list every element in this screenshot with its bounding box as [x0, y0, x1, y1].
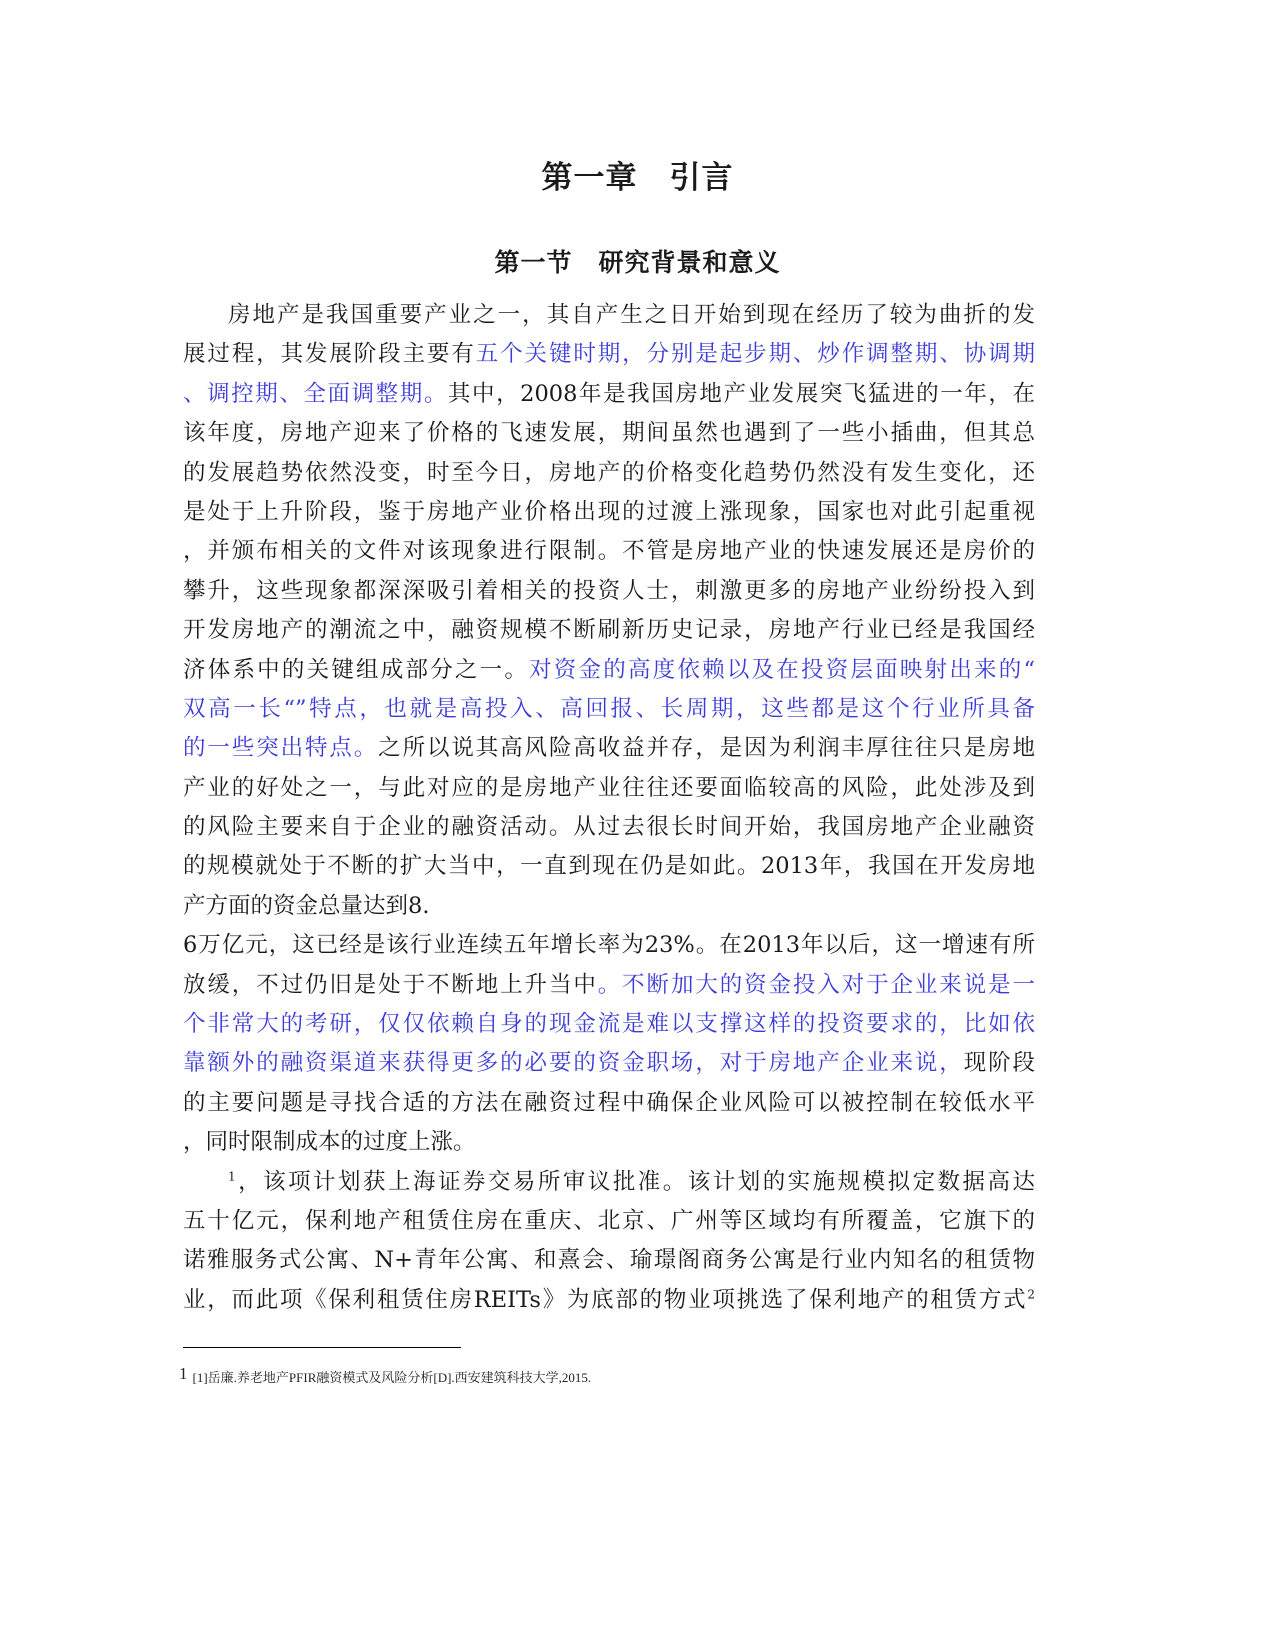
- text-line: [183, 335, 1035, 374]
- text-segment: 产业的好处之一，与此对应的是房地产业往往还要面临较高的风险，此处涉及到: [183, 774, 1035, 801]
- footnote-mark: 1: [179, 1364, 188, 1383]
- text-segment: 济体系中的关键组成部分之一。: [183, 656, 530, 683]
- text-segment: ，并颁布相关的文件对该现象进行限制。不管是房地产业的快速发展还是房价的: [183, 538, 1035, 565]
- text-line: [183, 1084, 1035, 1123]
- text-segment: 展过程，其发展阶段主要有: [183, 341, 476, 368]
- text-line: [183, 1241, 1035, 1280]
- text-line: [183, 847, 1035, 886]
- highlighted-text: 、调控期、全面调整期。: [183, 380, 448, 407]
- text-line: [183, 1044, 1035, 1083]
- text-line: [183, 966, 1035, 1005]
- text-segment: 现阶段: [963, 1050, 1035, 1077]
- text-segment: ，该项计划获上海证券交易所审议批准。该计划的实施规模拟定数据高达: [235, 1168, 1035, 1195]
- text-line: [183, 414, 1035, 453]
- section-title: 第一节 研究背景和意义: [494, 248, 781, 277]
- text-line: [183, 651, 1035, 690]
- highlighted-text: 靠额外的融资渠道来获得更多的必要的资金职场，对于房地产企业来说，: [183, 1050, 964, 1077]
- highlighted-text: 五个关键时期，分别是起步期、炒作调整期、协调期: [475, 341, 1035, 368]
- chapter-title: 第一章 引言: [541, 160, 734, 196]
- text-segment: 放缓，不过仍旧是处于不断地上升当中: [183, 971, 598, 998]
- text-line: [183, 690, 1035, 729]
- text-segment: 五十亿元，保利地产租赁住房在重庆、北京、广州等区域均有所覆盖，它旗下的: [183, 1207, 1035, 1234]
- text-line: [183, 572, 1035, 611]
- text-segment: 的风险主要来自于企业的融资活动。从过去很长时间开始，我国房地产企业融资: [183, 814, 1035, 841]
- text-line: [183, 532, 1035, 571]
- highlighted-text: 对资金的高度依赖以及在投资层面映射出来的“: [529, 656, 1035, 683]
- highlighted-text: 的一些突出特点。: [183, 735, 379, 762]
- footnote-divider: [183, 1347, 461, 1348]
- text-line: [183, 1281, 1035, 1320]
- text-line: [183, 296, 1035, 335]
- text-line: [183, 375, 1035, 414]
- text-line: [183, 887, 1035, 926]
- highlighted-text: 。不断加大的资金投入对于企业来说是一: [597, 971, 1035, 998]
- highlighted-text: 个非常大的考研，仅仅依赖自身的现金流是难以支撑这样的投资要求的，比如依: [183, 1011, 1035, 1038]
- text-segment: 的主要问题是寻找合适的方法在融资过程中确保企业风险可以被控制在较低水平: [183, 1089, 1035, 1116]
- text-segment: 该年度，房地产迎来了价格的飞速发展，期间虽然也遇到了一些小插曲，但其总: [183, 420, 1035, 447]
- text-segment: ，同时限制成本的过度上涨。: [183, 1129, 476, 1156]
- text-line: [183, 926, 1035, 965]
- text-segment: 攀升，这些现象都深深吸引着相关的投资人士，刺激更多的房地产业纷纷投入到: [183, 577, 1035, 604]
- text-line: [183, 1202, 1035, 1241]
- text-segment: 诺雅服务式公寓、N+青年公寓、和熹会、瑜璟阁商务公寓是行业内知名的租赁物: [183, 1247, 1035, 1274]
- text-segment: 其中，2008年是我国房地产业发展突飞猛进的一年，在: [447, 380, 1035, 407]
- text-segment: 的规模就处于不断的扩大当中，一直到现在仍是如此。2013年，我国在开发房地: [183, 853, 1035, 880]
- footnote-ref: 1: [228, 1169, 236, 1184]
- text-line: [183, 769, 1035, 808]
- text-segment: 之所以说其高风险高收益并存，是因为利润丰厚往往只是房地: [378, 735, 1035, 762]
- text-line: [183, 454, 1035, 493]
- text-line: [183, 1005, 1035, 1044]
- text-line: [183, 611, 1035, 650]
- text-line: [183, 729, 1035, 768]
- text-segment: 是处于上升阶段，鉴于房地产业价格出现的过渡上涨现象，国家也对此引起重视: [183, 498, 1035, 525]
- text-segment: 6万亿元，这已经是该行业连续五年增长率为23%。在2013年以后，这一增速有所: [183, 932, 1035, 959]
- text-line: [183, 493, 1035, 532]
- footnote-ref: 2: [1027, 1287, 1035, 1302]
- body-text: [183, 296, 1035, 1320]
- text-segment: 的发展趋势依然没变，时至今日，房地产的价格变化趋势仍然没有发生变化，还: [183, 459, 1035, 486]
- text-segment: 业，而此项《保利租赁住房REITs》为底部的物业项挑选了保利地产的租赁方式: [183, 1286, 1028, 1313]
- highlighted-text: 双高一长“”特点，也就是高投入、高回报、长周期，这些都是这个行业所具备: [183, 695, 1035, 722]
- footnote: [179, 1364, 591, 1386]
- text-segment: 产方面的资金总量达到8.: [183, 892, 430, 919]
- text-segment: 开发房地产的潮流之中，融资规模不断刷新历史记录，房地产行业已经是我国经: [183, 617, 1035, 644]
- text-segment: 房地产是我国重要产业之一，其自产生之日开始到现在经历了较为曲折的发: [228, 302, 1035, 328]
- text-line: [183, 1163, 1035, 1202]
- text-line: [183, 1123, 1035, 1162]
- text-line: [183, 808, 1035, 847]
- footnote-text: [1]岳廉.养老地产PFIR融资模式及风险分析[D].西安建筑科技大学,2015.: [192, 1370, 592, 1385]
